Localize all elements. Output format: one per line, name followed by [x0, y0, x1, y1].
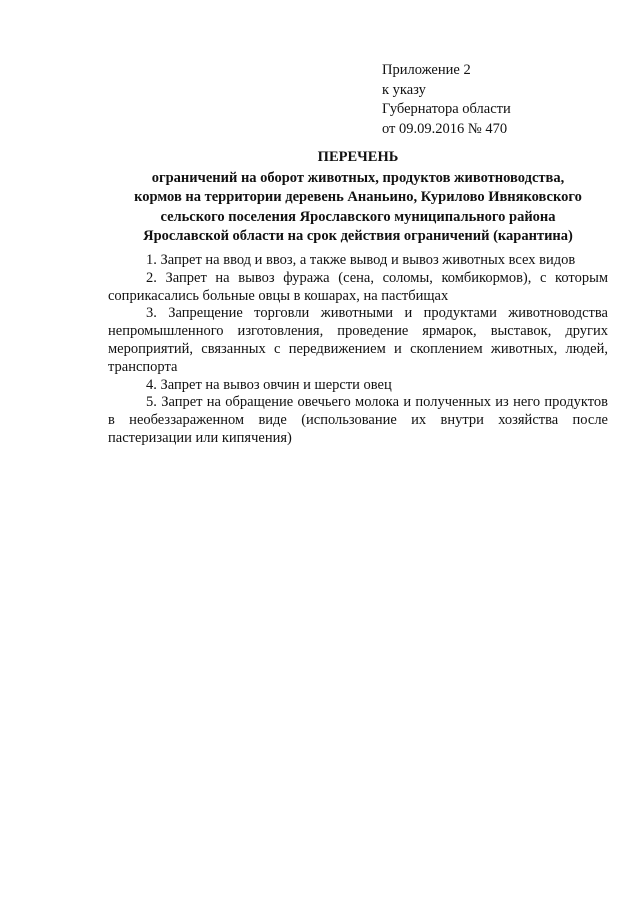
annex-reference: к указу [382, 81, 426, 98]
annex-block [382, 61, 511, 139]
list-item: 5. Запрет на обращение овечьего молока и полученных из него продуктов в необеззараженном виде (использование их внутри хозяйства после пастеризации или кипячения) [108, 394, 608, 446]
title-line: кормов на территории деревень Ананьино, Курилово Ивняковского [134, 189, 582, 205]
title-line: Ярославской области на срок действия ограничений (карантина) [143, 228, 573, 244]
list-item: 2. Запрет на вывоз фуража (сена, соломы, комбикормов), с которым соприкасались больные овцы в кошарах, на пастбищах [108, 269, 608, 304]
list-item: 3. Запрещение торговли животными и продуктами животноводства непромышленного изготовления, проведение ярмарок, выставок, других мероприятий, связанных с передвижением и скоплением животных, людей, транспорта [108, 305, 608, 375]
title-heading: ПЕРЕЧЕНЬ [317, 149, 399, 165]
annex-date-number: от 09.09.2016 № 470 [382, 120, 508, 137]
annex-authority: Губернатора области [382, 101, 511, 117]
document-title [108, 148, 608, 247]
restrictions-list [108, 252, 608, 448]
list-item: 4. Запрет на вывоз овчин и шерсти овец [146, 376, 392, 393]
title-line: ограничений на оборот животных, продуктов животноводства, [151, 169, 565, 186]
title-subtitle [108, 169, 608, 247]
title-line: сельского поселения Ярославского муниципального района [160, 208, 556, 225]
annex-number: Приложение 2 [382, 62, 471, 78]
list-item: 1. Запрет на ввод и ввоз, а также вывод и вывоз животных всех видов [146, 252, 576, 268]
